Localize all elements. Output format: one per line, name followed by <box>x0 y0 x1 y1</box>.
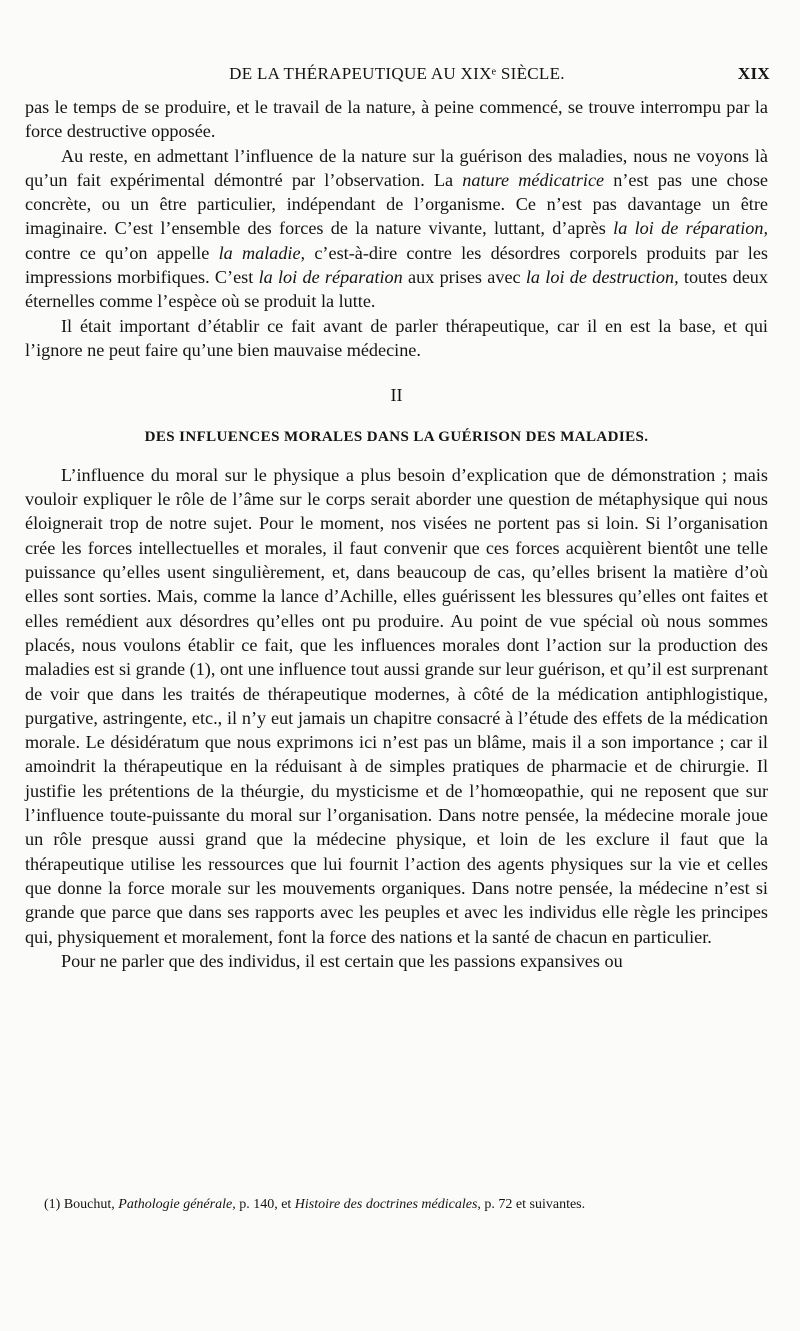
italic-term: la loi de réparation, <box>613 218 768 239</box>
footnote-title: Pathologie générale <box>118 1197 233 1212</box>
page-header <box>24 64 770 88</box>
italic-term: la maladie, <box>218 242 306 263</box>
footnote <box>44 1196 764 1214</box>
footnote-title: Histoire des doctrines médicales <box>294 1197 478 1212</box>
section-title: DES INFLUENCES MORALES DANS LA GUÉRISON DES MALADIES. <box>144 428 649 445</box>
section-number: II <box>390 385 403 406</box>
text-run: contre ce qu’on appelle <box>25 242 219 263</box>
paragraph-moral-influences: L’influence du moral sur le physique a plus besoin d’explication que de démonstration ; mais vouloir expliquer le rôle de l’âme sur le corps serait aborder une question de métaphysique qui nous éloignerait trop de notre sujet. Pour le moment, nos visées ne portent pas si loin. Si l’organisation crée les forces intellectuelles et morales, il faut convenir que ces forces acquièrent bientôt une telle puissance qu’elles usent singulièrement, et, dans beaucoup de cas, qu’elles brisent la matière d’où elles sont sorties. Mais, comme la lance d’Achille, elles guérissent les blessures qu’elles ont faites et elles remédient aux désordres qu’elles ont pu produire. Au point de vue spécial où nous sommes placés, nous voulons établir ce fait, que les influences morales dont l’action sur la production des maladies est si grande (1), ont une influence tout aussi grande sur leur guérison, et qu’il est surprenant de voir que dans les traités de thérapeutique modernes, à côté de la médication antiphlogistique, purgative, astringente, etc., il n’y eut jamais un chapitre consacré à l’étude des effets de la médication morale. Le désidératum que nous exprimons ici n’est pas un blâme, mais il a son importance ; car il amoindrit la thérapeutique en la réduisant à de simples pratiques de pharmacie et de chirurgie. Il justifie les prétentions de la théurgie, du mysticisme et de l’homœopathie, qui ne reposent que sur l’influence toute-puissante du moral sur l’organisation. Dans notre pensée, la médecine morale joue un rôle presque aussi grand que la médecine physique, et loin de les exclure il faut que la thérapeutique utilise les ressources que lui fournit l’action des agents physiques sur la vie et celles que donne la force morale sur les mouvements organiques. Dans notre pensée, la médecine n’est si grande que parce que dans ses rapports avec les peuples et avec les individus elle règle les principes qui, physiquement et moralement, font la force des nations et la santé de chacun en particulier. <box>25 464 768 947</box>
paragraph-therapeutic-basis: Il était important d’établir ce fait avant de parler thérapeutique, car il en est la base, et qui l’ignore ne peut faire qu’une bien mauvaise médecine. <box>25 315 768 360</box>
paragraph-nature-medicatrice <box>25 144 768 314</box>
body-text <box>25 95 768 973</box>
text-run: toutes deux éternelles comme l’espèce où se produit la lutte. <box>25 267 768 312</box>
footnote-text: , p. 72 et suivantes. <box>477 1197 586 1212</box>
paragraph-passions: Pour ne parler que des individus, il est certain que les passions expansives ou <box>61 950 623 971</box>
page-number: XIX <box>737 64 770 83</box>
text-run: n’est pas une chose concrète, ou un être particulier, indépendant de l’organisme. Ce n’est pas davantage un être imaginaire. C’est l’ensemble des forces de la nature vivante, luttant, d’après <box>25 169 768 239</box>
paragraph-continuation: pas le temps de se produire, et le travail de la nature, à peine commencé, se trouve interrompu par la force destructive opposée. <box>25 97 768 142</box>
footnote-text: , p. 140, et <box>232 1197 295 1212</box>
italic-term: la loi de destruction, <box>525 267 679 288</box>
italic-term: nature médicatrice <box>462 169 605 190</box>
italic-term: la loi de réparation <box>258 267 403 288</box>
text-run: c’est-à-dire contre les désordres corporels produits par les impressions morbifiques. C’est <box>25 242 768 288</box>
text-run: Au reste, en admettant l’influence de la nature sur la guérison des maladies, nous ne voyons là qu’un fait expérimental démontré par l’observation. La <box>25 145 768 190</box>
footnote-text: (1) Bouchut, <box>44 1197 119 1212</box>
running-title: DE LA THÉRAPEUTIQUE AU XIXᵉ SIÈCLE. <box>229 64 565 83</box>
text-run: aux prises avec <box>402 267 526 288</box>
